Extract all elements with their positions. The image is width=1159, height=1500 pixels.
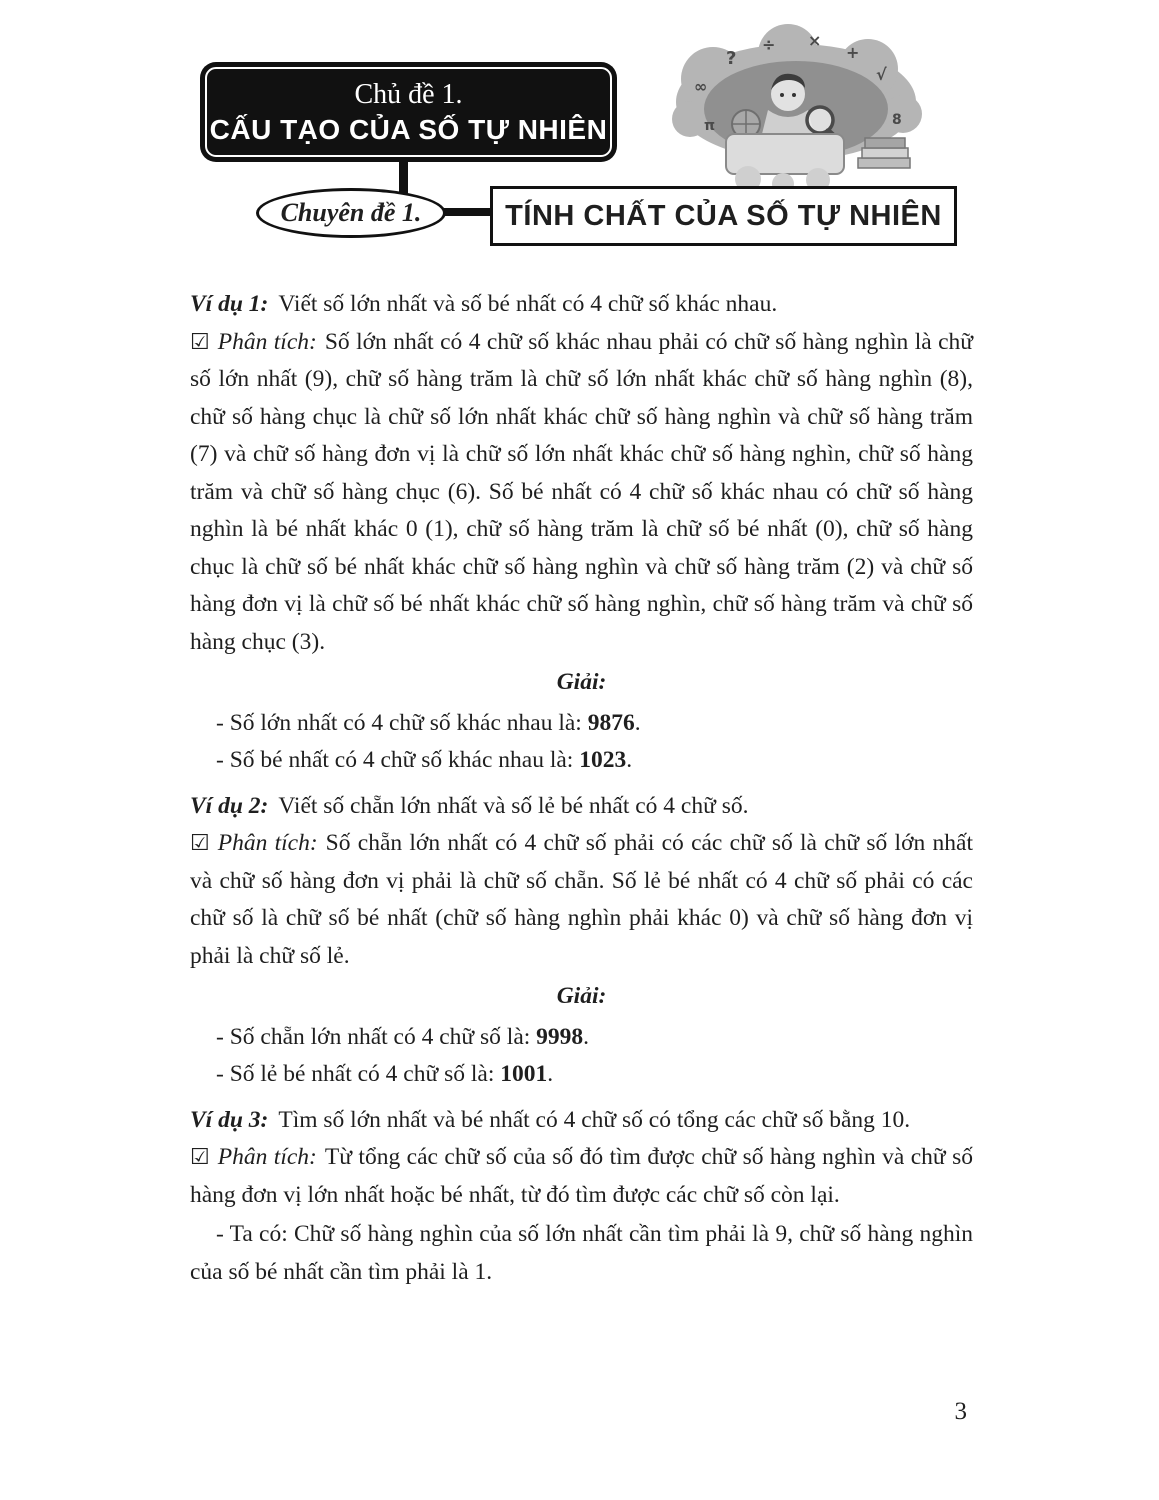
analysis-label: Phân tích: [217, 1144, 317, 1170]
chapter-oval [256, 188, 446, 238]
checkbox-icon: ☑ [190, 1145, 210, 1170]
illustration-svg [668, 24, 923, 192]
child-studying-math-illustration [668, 24, 923, 197]
example-2-solution-line-2 [216, 1056, 973, 1094]
example-2-solution-line-1 [216, 1019, 973, 1057]
solution-answer: 1001 [500, 1061, 548, 1087]
example-3-analysis-text: Từ tổng các chữ số của số đó tìm được chữ số hàng nghìn và chữ số hàng đơn vị lớn nhất hoặc bé nhất, từ đó tìm được các chữ số còn lại. [190, 1144, 973, 1208]
example-1-statement [190, 286, 973, 324]
solution-answer: 9998 [536, 1023, 584, 1050]
checkbox-icon: ☑ [190, 831, 210, 856]
analysis-label: Phân tích: [217, 830, 318, 856]
example-1-statement-text: Viết số lớn nhất và số bé nhất có 4 chữ số khác nhau. [278, 291, 778, 317]
solution-text: - Số chẵn lớn nhất có 4 chữ số là: [216, 1023, 537, 1050]
math-symbol-icon: + [846, 43, 860, 62]
page-number: 3 [954, 1398, 967, 1425]
chapter-label: Chuyên đề 1. [280, 198, 422, 227]
math-symbol-icon: × [808, 31, 822, 50]
analysis-label: Phân tích: [217, 328, 317, 355]
example-1-solution-line-1 [216, 705, 973, 743]
example-3-analysis [190, 1139, 973, 1214]
math-symbol-icon: √ [876, 65, 887, 84]
solution-text: - Số lớn nhất có 4 chữ số khác nhau là: [216, 709, 588, 736]
solution-suffix: . [547, 1061, 554, 1087]
example-3-note: - Ta có: Chữ số hàng nghìn của số lớn nhất cần tìm phải là 9, chữ số hàng nghìn của số bé nhất cần tìm phải là 1. [190, 1221, 973, 1285]
example-1-label: Ví dụ 1: [190, 291, 269, 317]
example-1-analysis-text: Số lớn nhất có 4 chữ số khác nhau phải có chữ số hàng nghìn là chữ số lớn nhất (9), chữ số hàng trăm là chữ số lớn nhất khác chữ số hàng nghìn (8), chữ số hàng chục là chữ số lớn nhất khác chữ số hàng nghìn và chữ số hàng trăm (7) và chữ số hàng đơn vị là chữ số lớn nhất khác chữ số hàng nghìn, chữ số hàng trăm và chữ số hàng chục (6). Số bé nhất có 4 chữ số khác nhau có chữ số hàng nghìn là bé nhất khác 0 (1), chữ số hàng trăm là chữ số bé nhất (0), chữ số hàng chục là chữ số bé nhất khác chữ số hàng nghìn và chữ số hàng trăm (2) và chữ số hàng đơn vị là chữ số bé nhất khác chữ số hàng nghìn, chữ số hàng trăm và chữ số hàng chục (3). [190, 328, 974, 655]
topic-banner-inner [205, 67, 612, 157]
topic-banner [200, 62, 617, 162]
example-3-label: Ví dụ 3: [190, 1106, 269, 1133]
math-symbol-icon: π [704, 118, 716, 134]
math-symbol-icon: ? [726, 48, 737, 69]
topic-label: Chủ đề 1. [354, 78, 463, 110]
solution-suffix: . [634, 709, 641, 736]
math-symbol-icon: ∞ [694, 77, 708, 96]
topic-title: CẤU TẠO CỦA SỐ TỰ NHIÊN [209, 113, 608, 145]
example-1-analysis [190, 324, 973, 662]
page-content [0, 286, 1159, 1291]
example-3-statement-text: Tìm số lớn nhất và bé nhất có 4 chữ số có tổng các chữ số bằng 10. [278, 1106, 911, 1133]
solution-answer: 9876 [587, 709, 635, 736]
chapter-title-box [490, 186, 957, 246]
example-2-solution-heading: Giải: [556, 983, 607, 1009]
checkbox-icon: ☑ [190, 329, 210, 355]
solution-text: - Số lẻ bé nhất có 4 chữ số là: [216, 1061, 501, 1087]
math-symbol-icon: 8 [892, 112, 902, 128]
solution-answer: 1023 [579, 747, 627, 773]
example-2-label: Ví dụ 2: [190, 792, 269, 819]
solution-suffix: . [583, 1023, 590, 1050]
page-header [0, 0, 1159, 278]
chapter-title: TÍNH CHẤT CỦA SỐ TỰ NHIÊN [505, 199, 942, 232]
example-2-statement-text: Viết số chẵn lớn nhất và số lẻ bé nhất có 4 chữ số. [278, 792, 749, 819]
example-1-solution-line-2 [216, 742, 973, 780]
example-1-solution-heading: Giải: [556, 669, 607, 695]
example-2-analysis-text: Số chẵn lớn nhất có 4 chữ số phải có các chữ số là chữ số lớn nhất và chữ số hàng đơn vị phải là chữ số chẵn. Số lẻ bé nhất có 4 chữ số phải có các chữ số là chữ số bé nhất (chữ số hàng nghìn phải khác 0) và chữ số hàng đơn vị phải là chữ số lẻ. [190, 830, 973, 969]
example-2-analysis [190, 825, 973, 975]
solution-text: - Số bé nhất có 4 chữ số khác nhau là: [216, 747, 580, 773]
example-2-statement [190, 788, 973, 826]
solution-suffix: . [626, 747, 633, 773]
example-3-statement [190, 1102, 973, 1140]
math-symbol-icon: ÷ [762, 35, 776, 54]
